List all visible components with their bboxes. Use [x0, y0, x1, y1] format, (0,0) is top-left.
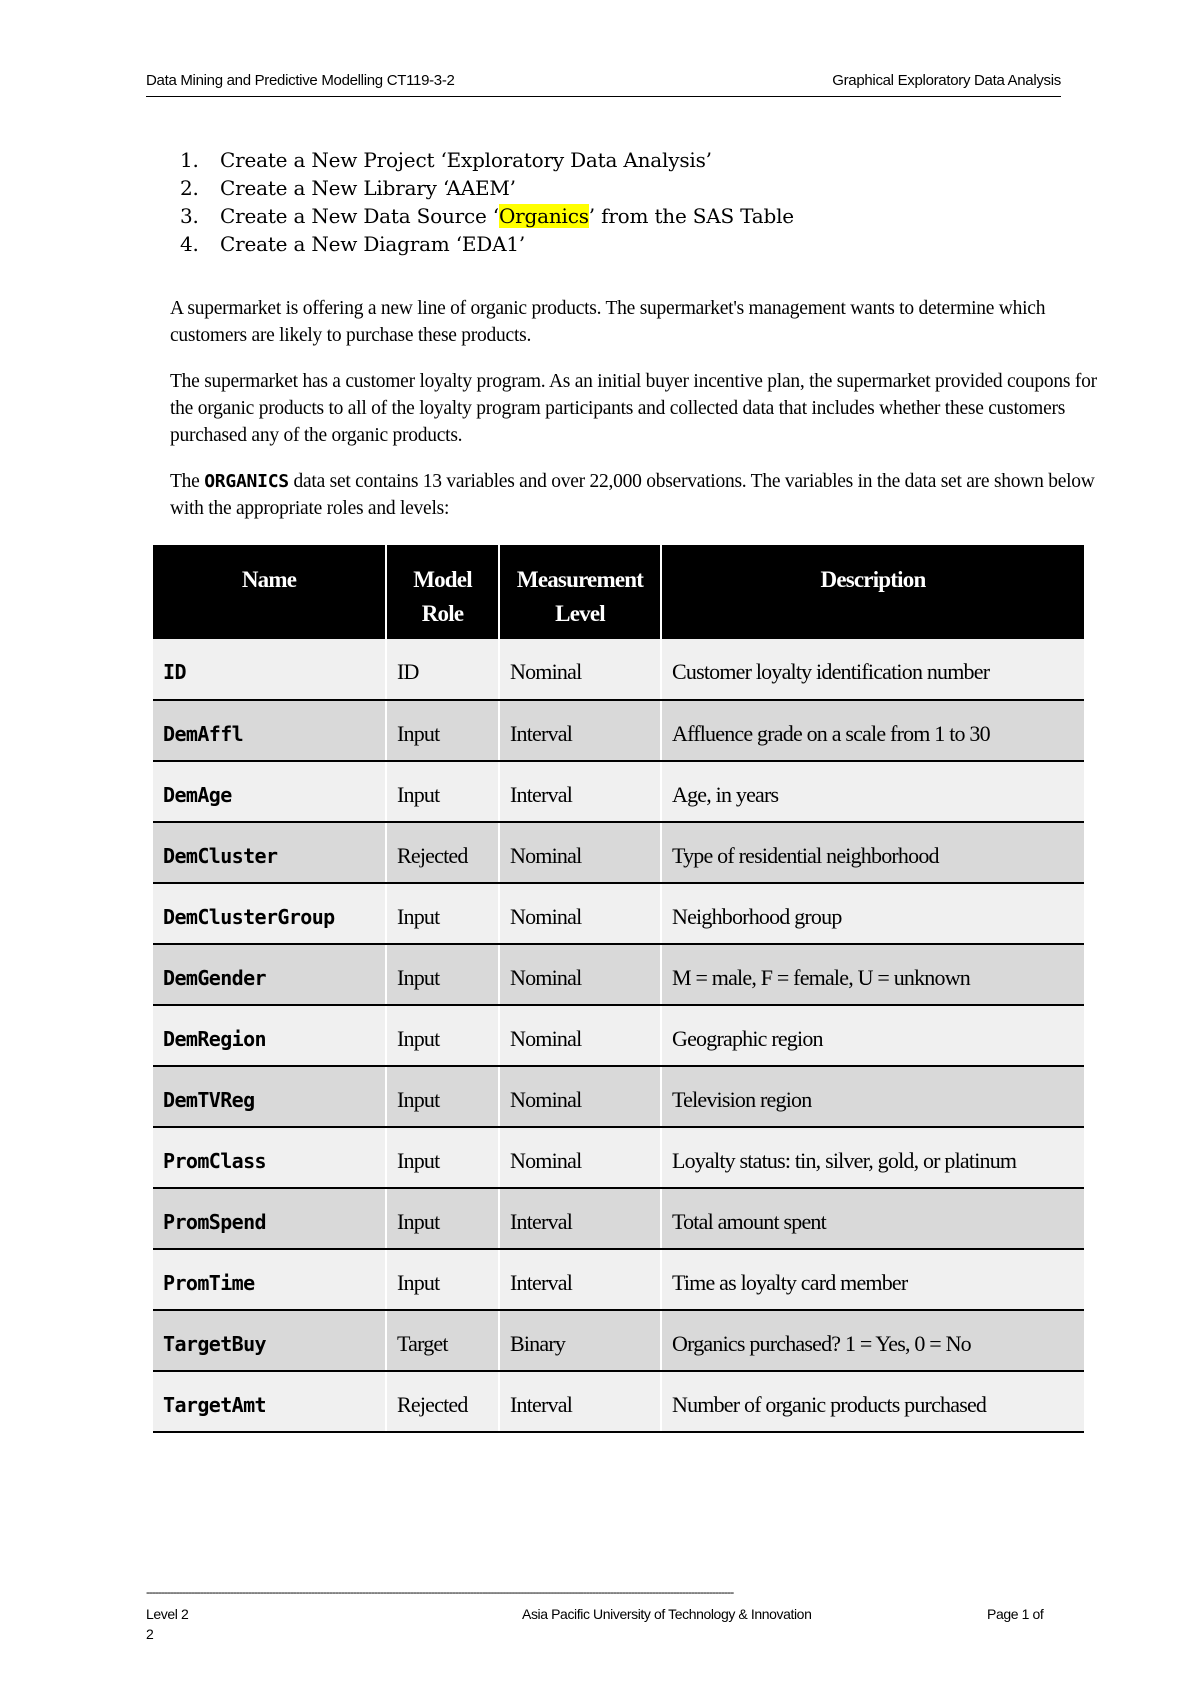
cell-name: TargetBuy: [153, 1310, 386, 1371]
dataset-code: ORGANICS: [204, 471, 289, 492]
cell-description: Number of organic products purchased: [661, 1371, 1084, 1432]
cell-level: Nominal: [499, 639, 661, 700]
step-item: [180, 146, 794, 174]
cell-name: DemGender: [153, 944, 386, 1005]
cell-role: Target: [386, 1310, 499, 1371]
step-number: 3.: [180, 204, 199, 228]
header-course-title: Data Mining and Predictive Modelling CT119-3-2: [146, 72, 455, 89]
table-row: [153, 883, 1084, 944]
cell-role: Rejected: [386, 822, 499, 883]
cell-name: PromClass: [153, 1127, 386, 1188]
cell-role: Input: [386, 1249, 499, 1310]
cell-name: DemTVReg: [153, 1066, 386, 1127]
table-row: [153, 1005, 1084, 1066]
step-item: [180, 202, 794, 230]
footer-page-number: Page 1 of: [987, 1606, 1044, 1622]
cell-role: Input: [386, 1188, 499, 1249]
cell-level: Nominal: [499, 944, 661, 1005]
highlighted-text: Organics: [498, 204, 589, 228]
step-number: 1.: [180, 148, 199, 172]
cell-name: DemClusterGroup: [153, 883, 386, 944]
table-row: [153, 1066, 1084, 1127]
loyalty-paragraph: The supermarket has a customer loyalty program. As an initial buyer incentive plan, the supermarket provided coupons for the organic products to all of the loyalty program participants and collected data that includes whether these customers purchased any of the organic products.: [170, 371, 1097, 446]
cell-level: Interval: [499, 1371, 661, 1432]
cell-level: Nominal: [499, 1066, 661, 1127]
table-row: [153, 700, 1084, 761]
cell-level: Nominal: [499, 1127, 661, 1188]
table-row: [153, 761, 1084, 822]
step-text: Create a New Data Source ‘: [220, 204, 499, 228]
table-row: [153, 822, 1084, 883]
cell-name: ID: [153, 639, 386, 700]
cell-name: DemCluster: [153, 822, 386, 883]
cell-level: Nominal: [499, 822, 661, 883]
table-header-row: [153, 545, 1084, 639]
step-item: [180, 230, 794, 258]
cell-level: Interval: [499, 700, 661, 761]
cell-description: Loyalty status: tin, silver, gold, or platinum: [661, 1127, 1084, 1188]
cell-name: DemAge: [153, 761, 386, 822]
cell-name: DemRegion: [153, 1005, 386, 1066]
cell-level: Nominal: [499, 1005, 661, 1066]
table-row: [153, 1371, 1084, 1432]
step-text: Create a New Project ‘Exploratory Data Analysis’: [220, 148, 712, 172]
cell-description: Neighborhood group: [661, 883, 1084, 944]
step-number: 2.: [180, 176, 199, 200]
cell-description: Customer loyalty identification number: [661, 639, 1084, 700]
intro-paragraph: A supermarket is offering a new line of organic products. The supermarket's management wants to determine which customers are likely to purchase these products.: [170, 298, 1046, 346]
cell-description: Affluence grade on a scale from 1 to 30: [661, 700, 1084, 761]
cell-description: M = male, F = female, U = unknown: [661, 944, 1084, 1005]
cell-description: Time as loyalty card member: [661, 1249, 1084, 1310]
cell-role: Input: [386, 761, 499, 822]
cell-description: Geographic region: [661, 1005, 1084, 1066]
steps-list: [180, 146, 794, 258]
dataset-paragraph: [170, 468, 1110, 522]
cell-role: Input: [386, 1005, 499, 1066]
table-row: [153, 1127, 1084, 1188]
cell-level: Interval: [499, 1249, 661, 1310]
cell-role: Input: [386, 1066, 499, 1127]
cell-role: ID: [386, 639, 499, 700]
cell-level: Interval: [499, 1188, 661, 1249]
header-section-title: Graphical Exploratory Data Analysis: [832, 72, 1061, 89]
cell-role: Input: [386, 1127, 499, 1188]
cell-description: Type of residential neighborhood: [661, 822, 1084, 883]
step-text-suffix: ’ from the SAS Table: [588, 204, 794, 228]
header-model-role: Model Role: [386, 545, 499, 639]
footer-page-total: 2: [146, 1626, 154, 1642]
cell-role: Input: [386, 883, 499, 944]
cell-role: Rejected: [386, 1371, 499, 1432]
header-measurement-level: Measurement Level: [499, 545, 661, 639]
cell-description: Organics purchased? 1 = Yes, 0 = No: [661, 1310, 1084, 1371]
table-row: [153, 1249, 1084, 1310]
cell-name: PromTime: [153, 1249, 386, 1310]
dataset-text-post: data set contains 13 variables and over 22,000 observations. The variables in the data set are shown below with the appropriate roles and levels:: [170, 471, 1095, 519]
table-row: [153, 944, 1084, 1005]
page-header: [146, 68, 1061, 97]
cell-description: Age, in years: [661, 761, 1084, 822]
footer-university: Asia Pacific University of Technology & Innovation: [522, 1606, 812, 1622]
header-name: Name: [153, 545, 386, 639]
table-row: [153, 1188, 1084, 1249]
footer-level: Level 2: [146, 1606, 189, 1622]
cell-level: Nominal: [499, 883, 661, 944]
header-description: Description: [661, 545, 1084, 639]
cell-level: Binary: [499, 1310, 661, 1371]
dataset-text-pre: The: [170, 471, 205, 492]
cell-role: Input: [386, 700, 499, 761]
cell-role: Input: [386, 944, 499, 1005]
step-text: Create a New Library ‘AAEM’: [220, 176, 516, 200]
footer-divider: ----------------------------------------------------------------------------------------------------------------------------------------------------------------------------------------------------: [146, 1586, 734, 1598]
cell-name: TargetAmt: [153, 1371, 386, 1432]
step-number: 4.: [180, 232, 199, 256]
cell-level: Interval: [499, 761, 661, 822]
variables-table: [153, 545, 1084, 1433]
cell-description: Television region: [661, 1066, 1084, 1127]
table-row: [153, 1310, 1084, 1371]
cell-description: Total amount spent: [661, 1188, 1084, 1249]
table-row: [153, 639, 1084, 700]
cell-name: DemAffl: [153, 700, 386, 761]
step-text: Create a New Diagram ‘EDA1’: [220, 232, 526, 256]
cell-name: PromSpend: [153, 1188, 386, 1249]
step-item: [180, 174, 794, 202]
